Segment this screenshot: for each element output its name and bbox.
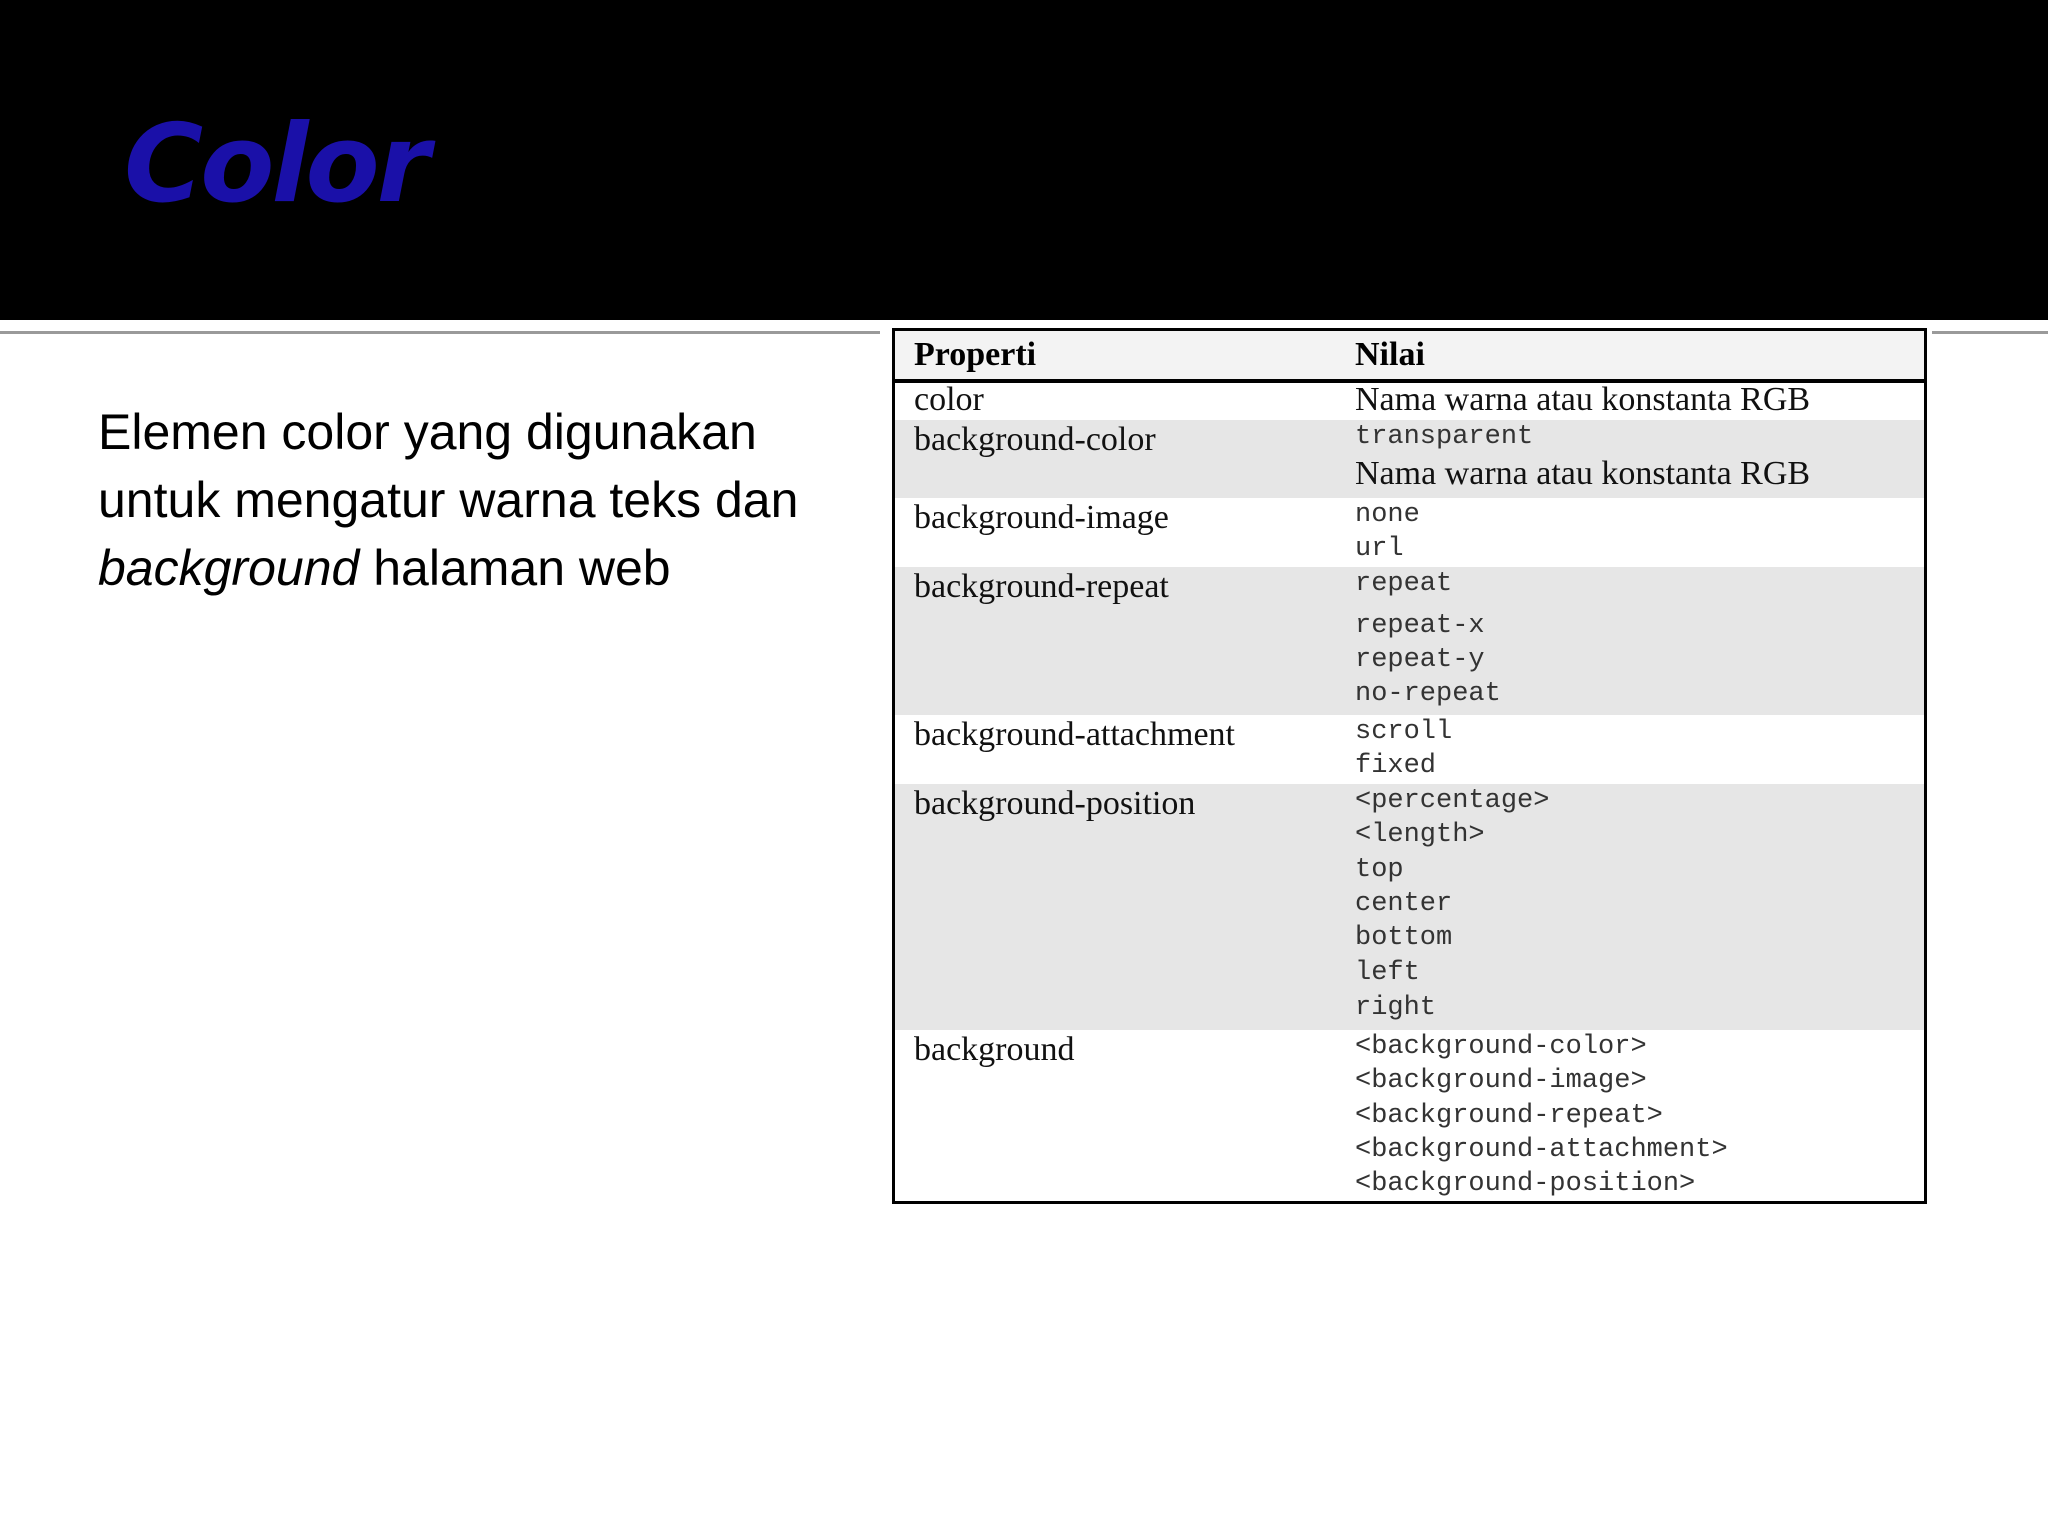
property-value: right [1355, 993, 1437, 1023]
property-name: background-image [914, 499, 1169, 536]
property-value: none [1355, 500, 1420, 530]
table-row [895, 380, 1924, 420]
property-table [892, 328, 1927, 1204]
property-value: Nama warna atau konstanta RGB [1355, 455, 1811, 492]
property-value: fixed [1355, 751, 1437, 781]
column-header-value: Nilai [1355, 336, 1425, 373]
property-value: <percentage> [1355, 786, 1550, 816]
body-text-part: Elemen color yang digunakan untuk mengatur warna teks dan [98, 404, 799, 528]
property-value: scroll [1355, 717, 1453, 747]
table-row [895, 498, 1924, 567]
property-value: transparent [1355, 422, 1534, 452]
property-name: background-attachment [914, 716, 1235, 753]
property-value: <background-attachment> [1355, 1135, 1728, 1165]
property-value: <background-repeat> [1355, 1101, 1663, 1131]
property-value: <length> [1355, 820, 1485, 850]
property-name: background-repeat [914, 568, 1169, 605]
property-value: top [1355, 855, 1404, 885]
divider-line-right [1932, 331, 2048, 334]
table-row [895, 567, 1924, 715]
property-name: background-position [914, 785, 1196, 822]
table-row [895, 784, 1924, 1030]
slide-body-text [98, 398, 858, 602]
body-text-part: halaman web [359, 540, 671, 596]
table-header-row [895, 331, 1924, 383]
property-value: <background-color> [1355, 1032, 1647, 1062]
property-name: color [914, 381, 984, 418]
table-row [895, 715, 1924, 784]
slide-title: Color [124, 102, 427, 227]
property-value: left [1355, 958, 1420, 988]
title-bar [0, 0, 2048, 320]
property-value: repeat-y [1355, 645, 1485, 675]
property-value: bottom [1355, 923, 1453, 953]
property-name: background [914, 1031, 1075, 1068]
property-value: url [1355, 534, 1404, 564]
property-value: <background-image> [1355, 1066, 1647, 1096]
table-row [895, 420, 1924, 498]
property-value: <background-position> [1355, 1169, 1696, 1199]
column-header-property: Properti [914, 336, 1037, 373]
property-value: repeat-x [1355, 611, 1485, 641]
table-row [895, 1030, 1924, 1201]
divider-line-left [0, 331, 880, 334]
property-value: Nama warna atau konstanta RGB [1355, 381, 1811, 418]
body-text-emphasis: background [98, 540, 360, 596]
property-value: repeat [1355, 569, 1453, 599]
property-value: no-repeat [1355, 679, 1501, 709]
property-name: background-color [914, 421, 1156, 458]
property-value: center [1355, 889, 1453, 919]
